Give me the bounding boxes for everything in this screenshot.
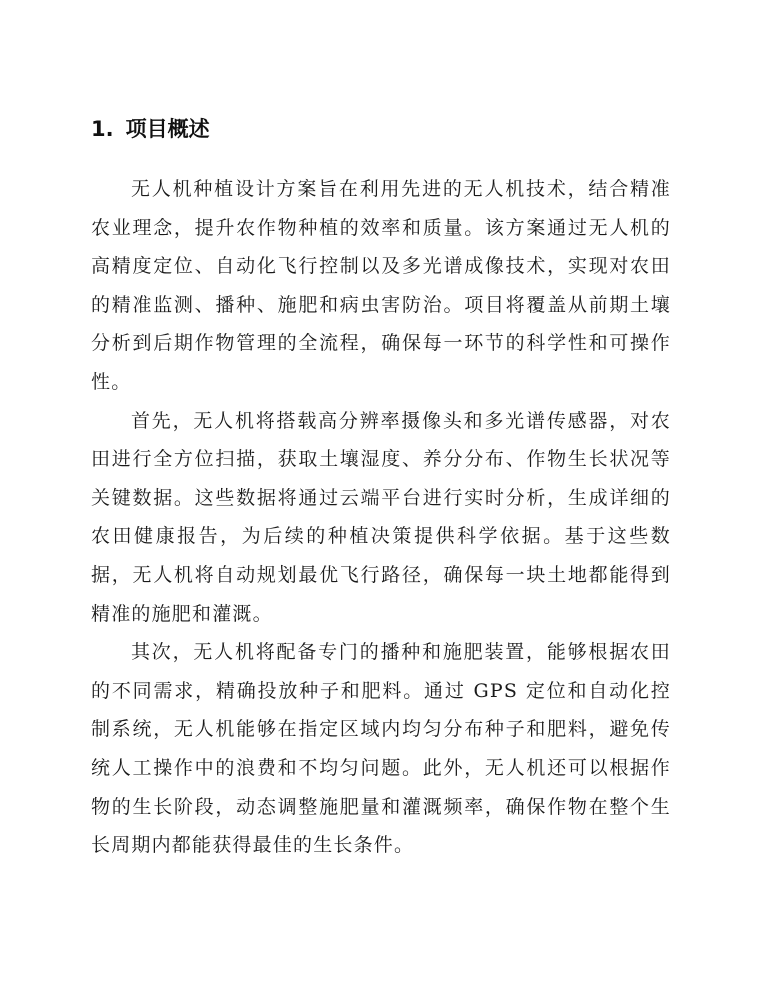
section-title: 项目概述	[125, 117, 210, 141]
paragraph-seeding-fertilizing: 其次，无人机将配备专门的播种和施肥装置，能够根据农田的不同需求，精确投放种子和肥料。通过 GPS 定位和自动化控制系统，无人机能够在指定区域内均匀分布种子和肥料，避免传统人工操作中的浪费和不均匀问题。此外，无人机还可以根据作物的生长阶段，动态调整施肥量和灌溉频率，确保作物在整个生长周期内都能获得最佳的生长条件。	[91, 641, 671, 857]
section-number: 1.	[91, 117, 114, 141]
paragraph-overview: 无人机种植设计方案旨在利用先进的无人机技术，结合精准农业理念，提升农作物种植的效率和质量。该方案通过无人机的高精度定位、自动化飞行控制以及多光谱成像技术，实现对农田的精准监测、播种、施肥和病虫害防治。项目将覆盖从前期土壤分析到后期作物管理的全流程，确保每一环节的科学性和可操作性。	[91, 178, 671, 393]
section-heading	[91, 114, 210, 144]
document-body	[91, 170, 671, 865]
paragraph-data-collection: 首先，无人机将搭载高分辨率摄像头和多光谱传感器，对农田进行全方位扫描，获取土壤湿度、养分分布、作物生长状况等关键数据。这些数据将通过云端平台进行实时分析，生成详细的农田健康报告，为后续的种植决策提供科学依据。基于这些数据，无人机将自动规划最优飞行路径，确保每一块土地都能得到精准的施肥和灌溉。	[91, 409, 671, 625]
